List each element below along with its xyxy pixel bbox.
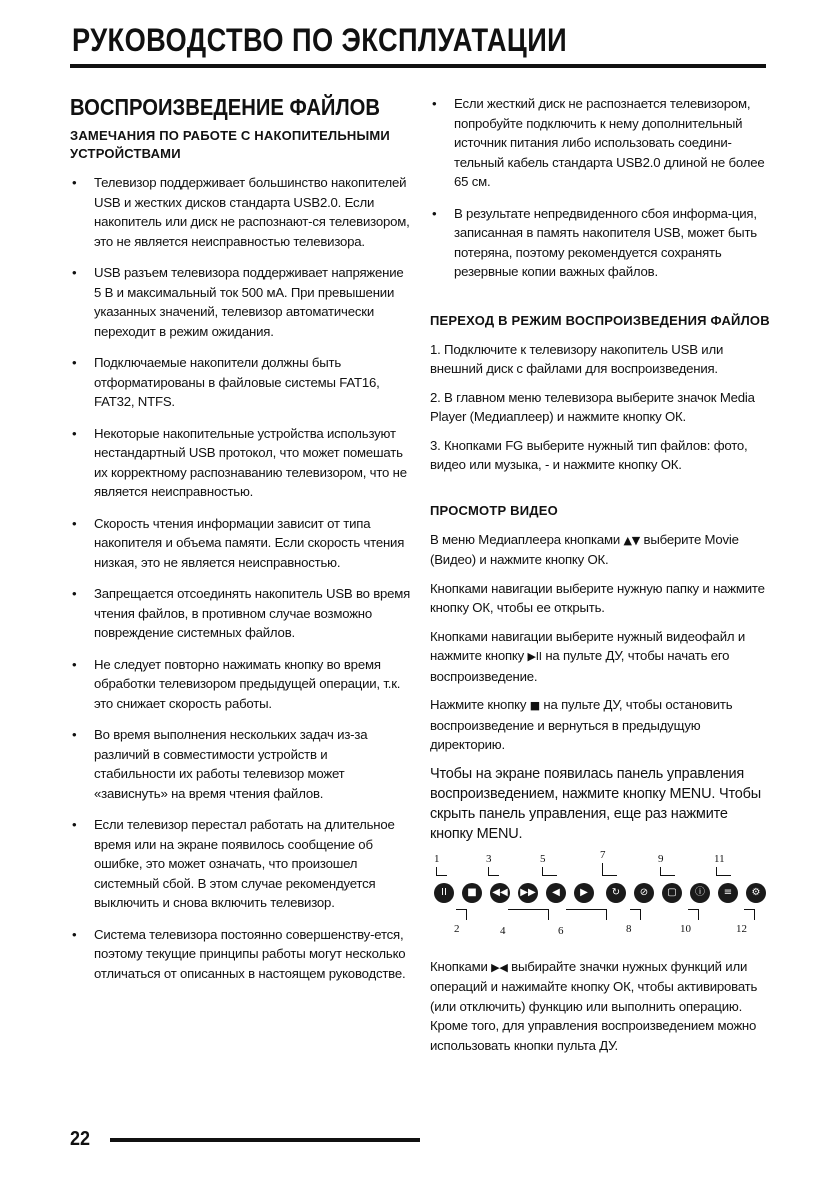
callout-number: 9 <box>658 852 664 865</box>
next-icon: ▶ <box>574 883 594 903</box>
list-item: • Не следует повторно нажимать кнопку во время обработки телевизором предыдущей операции, т.к. это снижает скорость работы. <box>72 656 401 711</box>
bullet-icon: • <box>72 515 77 531</box>
repeat-icon: ↻ <box>606 883 626 903</box>
title-rule <box>70 64 766 68</box>
bullet-icon: • <box>72 586 77 601</box>
callout-number: 6 <box>558 924 564 937</box>
fast-forward-icon: ▶▶ <box>518 883 538 903</box>
aspect-ratio-icon: ▢ <box>662 883 682 903</box>
storage-notes-heading: ЗАМЕЧАНИЯ ПО РАБОТЕ С НАКОПИТЕЛЬНЫМИ УСТРОЙСТВАМИ <box>70 128 390 161</box>
bullet-icon: • <box>72 425 77 441</box>
bullet-icon: • <box>72 727 77 742</box>
control-panel-diagram <box>430 848 772 949</box>
bullet-icon: • <box>432 96 437 111</box>
callout-number: 10 <box>680 922 691 935</box>
playback-step: 1. Подключите к телевизору накопитель USB или внешний диск с файлами для воспроизведения. <box>430 341 724 376</box>
list-item: • Скорость чтения информации зависит от типа накопителя и объема памяти. Если скорость чтения низкая, это не является неисправностью. <box>72 515 405 570</box>
stop-icon: ■ <box>529 699 540 712</box>
bullet-icon: • <box>72 265 77 280</box>
callout-number: 2 <box>454 922 460 935</box>
list-item: • Подключаемые накопители должны быть отформатированы в файловые системы FAT16, FAT32, NTFS. <box>72 355 380 409</box>
video-paragraph: Кнопками ▶◀ выбирайте значки нужных функций или операций и нажимайте кнопку ОК, чтобы активировать (или отключить) функцию или выполнить операцию. Кроме того, для управления воспроизведением можно использовать кнопки пульта ДУ. <box>430 958 758 1053</box>
rewind-icon: ◀◀ <box>490 883 510 903</box>
playlist-icon: ≡ <box>718 883 738 903</box>
list-item: • Если жесткий диск не распознается телевизором, попробуйте подключить к нему дополнительный источник питания либо использовать соедини-тельный кабель стандарта USB2.0 длиной не более 65 см. <box>432 96 765 189</box>
bullet-icon: • <box>72 656 77 672</box>
video-paragraph: В меню Медиаплеера кнопками ▲▼ выберите Movie (Видео) и нажмите кнопку ОК. <box>430 531 739 567</box>
info-icon: ⓘ <box>690 883 710 903</box>
video-paragraph: Кнопками навигации выберите нужный видеофайл и нажмите кнопку ▶II на пульте ДУ, чтобы начать его воспроизведение. <box>430 628 745 684</box>
list-item: • Если телевизор перестал работать на длительное время или на экране появилось сообщение об ошибке, это может означать, что произошел системный сбой. В этом случае рекомендуется выключить и снова включить телевизор. <box>72 817 395 910</box>
playback-step: 3. Кнопками FG выберите нужный тип файлов: фото, видео или музыка, - и нажмите кнопку ОК. <box>430 437 748 472</box>
callout-number: 4 <box>500 924 506 937</box>
list-item: • Телевизор поддерживает большинство накопителей USB и жестких дисков стандарта USB2.0. Если накопитель или диск не распознают-ся телевизором, это не является неисправностью телевизора. <box>72 175 410 249</box>
pause-icon: II <box>434 883 454 903</box>
bullet-icon: • <box>72 926 77 942</box>
left-column <box>70 90 412 995</box>
storage-notes-list <box>70 173 412 983</box>
callout-number: 8 <box>626 922 632 935</box>
subtitle-icon: ⊘ <box>634 883 654 903</box>
video-paragraph: Нажмите кнопку ■ на пульте ДУ, чтобы остановить воспроизведение и вернуться в предыдущую директорию. <box>430 697 733 752</box>
callout-number: 7 <box>600 848 606 861</box>
list-item: • Некоторые накопительные устройства используют нестандартный USB протокол, что может помешать их корректному распознаванию телевизором, что не является неисправностью. <box>72 425 407 499</box>
settings-icon: ⚙ <box>746 883 766 903</box>
video-paragraph: Кнопками навигации выберите нужную папку и нажмите кнопку ОК, чтобы ее открыть. <box>430 580 765 615</box>
bullet-icon: • <box>432 205 437 221</box>
footer-rule <box>110 1138 420 1142</box>
callout-number: 12 <box>736 922 747 935</box>
playback-mode-heading: ПЕРЕХОД В РЕЖИМ ВОСПРОИЗВЕДЕНИЯ ФАЙЛОВ <box>430 312 770 328</box>
bullet-icon: • <box>72 355 77 370</box>
page-number: 22 <box>70 1128 91 1150</box>
callout-number: 3 <box>486 852 492 865</box>
list-item: • В результате непредвиденного сбоя информа-ция, записанная в память накопителя USB, может быть потеряна, поэтому рекомендуется сохранять резервные копии важных файлов. <box>432 205 757 279</box>
bullet-icon: • <box>72 175 77 190</box>
bullet-icon: • <box>72 817 77 832</box>
right-column <box>430 94 772 1064</box>
up-down-arrows-icon: ▲▼ <box>623 533 641 547</box>
list-item: • Система телевизора постоянно совершенству-ется, поэтому текущие принципы работы могут несколько отличаться от описанных в настоящем руководстве. <box>72 926 406 981</box>
left-right-arrows-icon: ▶◀ <box>491 960 508 974</box>
previous-icon: ◀ <box>546 883 566 903</box>
play-pause-icon: ▶II <box>527 650 542 663</box>
callout-number: 1 <box>434 852 440 865</box>
list-item: • Во время выполнения нескольких задач из-за различий в совместимости устройств и стабильности их работы телевизор может «зависнуть» на время чтения файлов. <box>72 727 368 801</box>
list-item: • USB разъем телевизора поддерживает напряжение 5 В и максимальный ток 500 мА. При превышении указанных значений, телевизор автоматически переходит в режим ожидания. <box>72 265 404 339</box>
list-item: • Запрещается отсоединять накопитель USB во время чтения файлов, в противном случае возможно повреждение системных файлов. <box>72 586 411 640</box>
callout-number: 5 <box>540 852 546 865</box>
callout-number: 11 <box>714 852 725 865</box>
page-title: РУКОВОДСТВО ПО ЭКСПЛУАТАЦИИ <box>72 22 568 58</box>
video-heading: ПРОСМОТР ВИДЕО <box>430 502 558 518</box>
stop-icon: ■ <box>462 883 482 903</box>
video-paragraph: Чтобы на экране появилась панель управления воспроизведением, нажмите кнопку MENU. Чтобы скрыть панель управления, еще раз нажмите кнопку MENU. <box>430 765 761 842</box>
section-heading: ВОСПРОИЗВЕДЕНИЕ ФАЙЛОВ <box>70 94 381 120</box>
playback-step: 2. В главном меню телевизора выберите значок Media Player (Медиаплеер) и нажмите кнопку ОК. <box>430 389 755 424</box>
storage-notes-continued <box>430 94 772 282</box>
